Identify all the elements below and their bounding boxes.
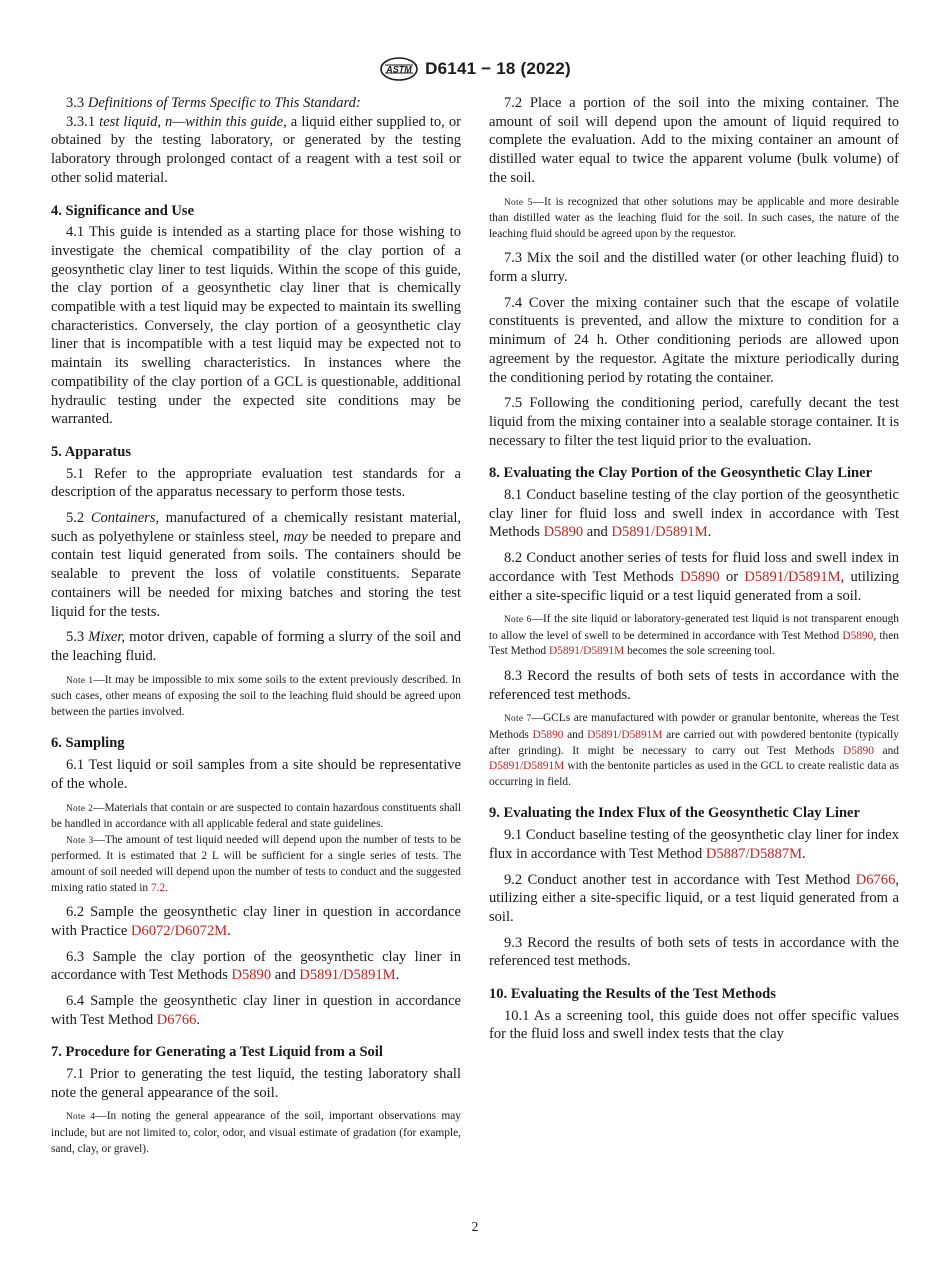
note-5: Note 5—It is recognized that other solutions may be applicable and more desirable than distilled water as the leaching fluid for the soil. In such cases, the nature of the leaching fluid should be agreed upon by the requestor.: [489, 195, 899, 240]
note-4: Note 4—In noting the general appearance of the soil, important observations may include, but are not limited to, color, odor, and visual estimate of gradation (for example, sand, clay, or gravel).: [51, 1110, 461, 1155]
paragraph-7-5: 7.5 Following the conditioning period, carefully decant the test liquid from the mixing container into a sealable storage container. It is necessary to filter the test liquid prior to the evaluation.: [489, 395, 899, 449]
link-d6766[interactable]: D6766: [156, 1011, 197, 1028]
paragraph-5-2: 5.2 Containers, manufactured of a chemically resistant material, such as polyethylene or stainless steel, may be needed to prepare and contain test liquid generated from soils. The containers should be sealable to prevent the loss of volatile constituents. Separate containers will be needed for mixing batches and storing the test liquid for the tests.: [51, 510, 461, 620]
paragraph-9-3: 9.3 Record the results of both sets of tests in accordance with the referenced test methods.: [489, 934, 899, 970]
paragraph-3-3-1: 3.3.1 test liquid, n—within this guide, a liquid either supplied to, or obtained by the testing laboratory, or generated by the testing laboratory through prolonged contact of a reagent with a test soil or other solid material.: [51, 113, 461, 186]
section-8-heading: 8. Evaluating the Clay Portion of the Geosynthetic Clay Liner: [489, 465, 873, 482]
link-d6766[interactable]: D6766: [855, 871, 896, 888]
link-d5891[interactable]: D5891/D5891M: [611, 524, 708, 541]
note-6: Note 6—If the site liquid or laboratory-generated test liquid is not transparent enough to allow the level of swell to be determined in accordance with Test Method D5890, then Test Method D5891/D5891M becomes the sole screening tool.: [489, 613, 899, 658]
document-designation: D6141 − 18 (2022): [425, 59, 571, 78]
paragraph-8-2: 8.2 Conduct another series of tests for fluid loss and swell index in accordance with Test Methods D5890 or D5891/D5891M, utilizing either a site-specific liquid or a test liquid generated from a soil.: [489, 550, 899, 604]
paragraph-8-3: 8.3 Record the results of both sets of tests in accordance with the referenced test methods.: [489, 668, 899, 703]
section-6-heading: 6. Sampling: [51, 735, 125, 752]
note-2: Note 2—Materials that contain or are suspected to contain hazardous constituents shall be handled in accordance with all applicable federal and state guidelines.: [51, 801, 461, 831]
link-d5890[interactable]: D5890: [532, 729, 564, 742]
link-d5887[interactable]: D5887/D5887M: [705, 845, 803, 862]
page-number: 2: [471, 1219, 479, 1234]
paragraph-7-1: 7.1 Prior to generating the test liquid, the testing laboratory shall note the general appearance of the soil.: [51, 1066, 461, 1101]
paragraph-6-4: 6.4 Sample the geosynthetic clay liner in question in accordance with Test Method D6766.: [51, 992, 461, 1028]
section-5-heading: 5. Apparatus: [51, 443, 132, 460]
paragraph-9-1: 9.1 Conduct baseline testing of the geosynthetic clay liner for index flux in accordance with Test Method D5887/D5887M.: [489, 827, 899, 862]
paragraph-7-4: 7.4 Cover the mixing container such that the escape of volatile constituents is prevented, and allow the mixture to condition for a minimum of 24 h. Other conditioning periods are allowed upon agreement by the requestor. Agitate the mixture periodically during the conditioning period by rotating the container.: [489, 294, 899, 386]
right-column: [489, 94, 899, 1044]
link-d5891[interactable]: D5891/D5891M: [489, 760, 565, 773]
paragraph-8-1: 8.1 Conduct baseline testing of the clay portion of the geosynthetic clay liner for fluid loss and swell index in accordance with Test Methods D5890 and D5891/D5891M.: [489, 487, 899, 541]
link-d5891[interactable]: D5891/D5891M: [548, 645, 625, 658]
section-4-heading: 4. Significance and Use: [51, 202, 195, 219]
link-d5890[interactable]: D5890: [543, 524, 584, 541]
note-1: Note 1—It may be impossible to mix some soils to the extent previously described. In such cases, other means of exposing the soil to the leaching fluid should be agreed upon between the parties involved.: [51, 673, 461, 718]
left-column: [51, 94, 461, 1157]
link-d5890[interactable]: D5890: [842, 629, 874, 642]
paragraph-7-2: 7.2 Place a portion of the soil into the mixing container. The amount of soil will depend upon the amount of liquid required to complete the evaluation. Add to the mixing container an amount of distilled water equal to twice the apparent volume (bulk volume) of the soil.: [489, 95, 899, 186]
link-d5891[interactable]: D5891/D5891M: [744, 568, 841, 585]
link-d6072[interactable]: D6072/D6072M: [130, 922, 228, 939]
link-7-2[interactable]: 7.2: [150, 881, 166, 894]
note-3: Note 3—The amount of test liquid needed will depend upon the number of tests to be performed. It is estimated that 2 L will be sufficient for a single series of tests. The amount of soil needed will depend upon the number of tests to conduct and the suggested mixing ratio stated in 7.2.: [51, 833, 461, 894]
paragraph-4-1: 4.1 This guide is intended as a starting place for those wishing to investigate the chemical compatibility of the clay portion of a geosynthetic clay liner to test liquids. Within the scope of this guide, the clay portion of a geosynthetic clay liner that is chemically compatible with a test liquid may be expected to maintain its swelling characteristics. Conversely, the clay portion of a geosynthetic clay liner that is incompatible with a test liquid may be expected not to maintain its swelling characteristics. In instances where the compatibility of the clay portion of a GCL is questionable, additional hydraulic testing under the expected site conditions may be warranted.: [51, 224, 461, 428]
section-7-heading: 7. Procedure for Generating a Test Liquid from a Soil: [51, 1044, 383, 1061]
section-10-heading: 10. Evaluating the Results of the Test Methods: [489, 986, 776, 1003]
svg-text:ASTM: ASTM: [386, 64, 412, 75]
paragraph-6-1: 6.1 Test liquid or soil samples from a site should be representative of the whole.: [51, 757, 461, 792]
paragraph-6-3: 6.3 Sample the clay portion of the geosynthetic clay liner in accordance with Test Methods D5890 and D5891/D5891M.: [51, 948, 461, 984]
note-7: Note 7—GCLs are manufactured with powder or granular bentonite, whereas the Test Methods D5890 and D5891/D5891M are carried out with powdered bentonite (typically after grinding). It might be necessary to carry out Test Methods D5890 and D5891/D5891M with the bentonite particles as used in the GCL to create realistic data as occurring in field.: [489, 712, 899, 788]
paragraph-7-3: 7.3 Mix the soil and the distilled water (or other leaching fluid) to form a slurry.: [489, 250, 899, 285]
astm-logo-icon: [379, 57, 419, 81]
paragraph-5-3: 5.3 Mixer, motor driven, capable of forming a slurry of the soil and the leaching fluid.: [51, 629, 461, 664]
paragraph-5-1: 5.1 Refer to the appropriate evaluation test standards for a description of the apparatus necessary to perform those tests.: [51, 465, 461, 501]
link-d5890[interactable]: D5890: [680, 568, 720, 585]
link-d5891[interactable]: D5891/D5891M: [299, 967, 396, 984]
link-d5890[interactable]: D5890: [842, 744, 874, 757]
page-header: [0, 56, 950, 82]
link-d5890[interactable]: D5890: [231, 967, 272, 984]
paragraph-9-2: 9.2 Conduct another test in accordance with Test Method D6766, utilizing either a site-specific liquid, or a test liquid generated from a soil.: [489, 871, 899, 925]
section-9-heading: 9. Evaluating the Index Flux of the Geosynthetic Clay Liner: [489, 805, 860, 822]
link-d5891[interactable]: D5891/D5891M: [587, 729, 663, 742]
paragraph-3-3: 3.3 Definitions of Terms Specific to This Standard:: [66, 95, 361, 111]
paragraph-6-2: 6.2 Sample the geosynthetic clay liner in question in accordance with Practice D6072/D6072M.: [51, 904, 461, 939]
paragraph-10-1: 10.1 As a screening tool, this guide does not offer specific values for the fluid loss and swell index tests that the clay: [489, 1007, 899, 1043]
